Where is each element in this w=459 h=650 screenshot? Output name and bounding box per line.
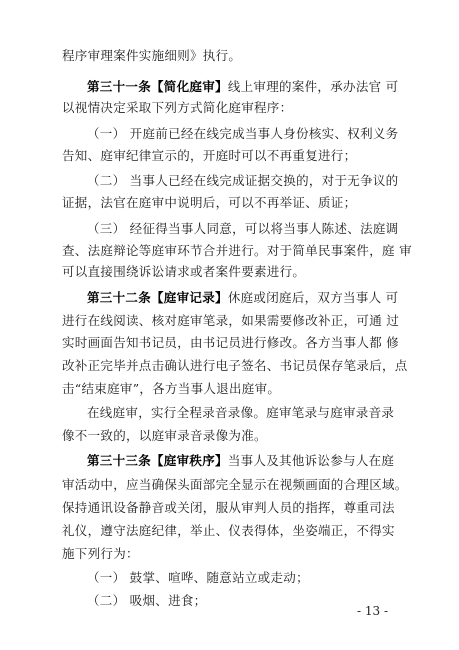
text-line: 击“结束庭审”，各方当事人退出庭审。	[62, 381, 281, 396]
text-line: （二） 吸烟、进食；	[87, 593, 207, 608]
text-line: （三） 经征得当事人同意，可以将当事人陈述、法庭调	[87, 221, 399, 236]
text-line: （一） 开庭前已经在线完成当事人身份核实、权利义务	[87, 126, 399, 141]
text-line: 告知、庭审纪律宣示的，开庭时可以不再重复进行；	[62, 148, 357, 163]
article-32-heading-line: 第三十二条【庭审记录】休庭或闭庭后，双方当事人 可	[87, 290, 399, 305]
article-32-title: 第三十二条【庭审记录】	[87, 290, 228, 305]
text-line: （二） 当事人已经在线完成证据交换的，对于无争议的	[87, 173, 399, 188]
article-33-heading-line: 第三十三条【庭审秩序】当事人及其他诉讼参与人在庭	[87, 453, 395, 468]
text-line: 施下列行为：	[62, 546, 139, 561]
text-line: 像不一致的，以庭审录音录像为准。	[62, 428, 267, 443]
text-line: 证据，法官在庭审中说明后，可以不再举证、质证；	[62, 195, 357, 210]
text-line: 可以直接围绕诉讼请求或者案件要素进行。	[62, 264, 306, 279]
text-line: 进行在线阅读、核对庭审笔录，如果需要修改补正，可通 过	[62, 313, 400, 328]
text-line: 改补正完毕并点击确认进行电子签名、书记员保存笔录后，点	[62, 358, 408, 373]
text-line: 以视情决定采取下列方式简化庭审程序：	[62, 100, 293, 115]
text-line: 程序审理案件实施细则》执行。	[62, 48, 242, 63]
article-33-title: 第三十三条【庭审秩序】	[87, 453, 228, 468]
text-line: 实时画面告知书记员，由书记员进行修改。各方当事人都 修	[62, 335, 400, 350]
text-line: 在线庭审，实行全程录音录像。庭审笔录与庭审录音录	[87, 405, 395, 420]
article-31-title: 第三十一条【简化庭审】	[87, 79, 228, 94]
text-line: （一） 鼓掌、喧哗、随意站立或走动；	[87, 570, 309, 585]
text-line: 礼仪，遵守法庭纪律，举止、仪表得体，坐姿端正，不得实	[62, 523, 395, 538]
text-line: 审活动中，应当确保头面部完全显示在视频画面的合理区域。	[62, 477, 408, 492]
text-line: 保持通讯设备静音或关闭，服从审判人员的指挥，尊重司法	[62, 500, 395, 515]
page-number: - 13 -	[357, 604, 389, 618]
article-31-heading-line: 第三十一条【简化庭审】线上审理的案件，承办法官 可	[87, 79, 399, 94]
text-line: 查、法庭辩论等庭审环节合并进行。对于简单民事案件，庭 审	[62, 243, 412, 258]
